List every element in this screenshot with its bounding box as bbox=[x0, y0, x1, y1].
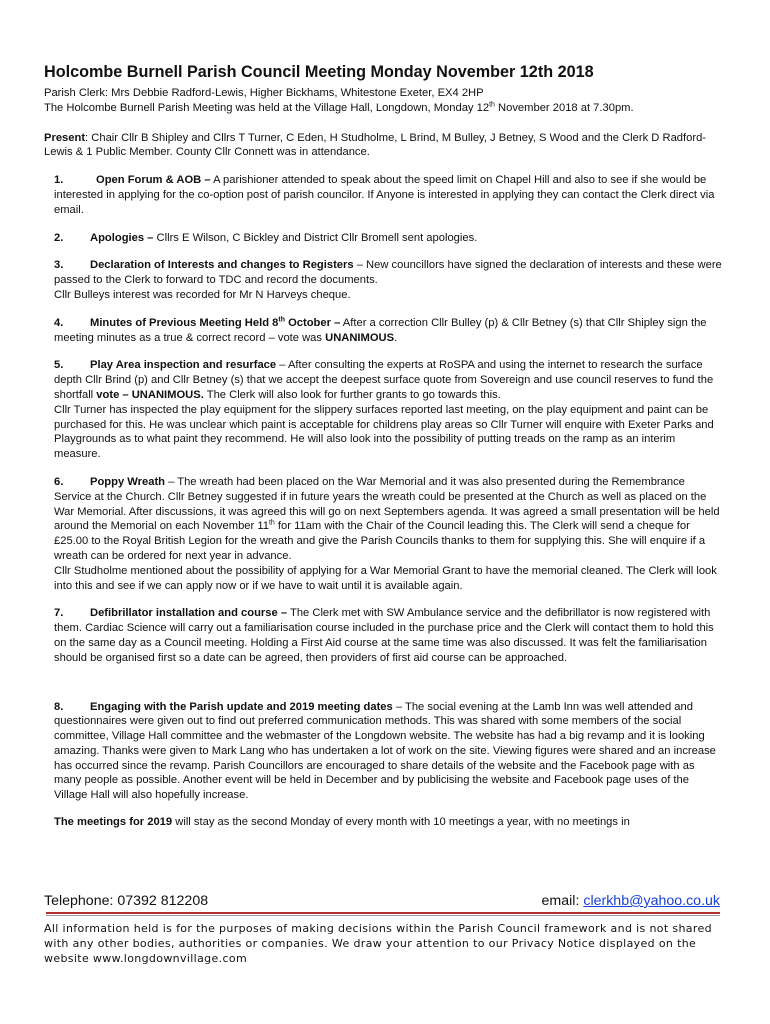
item-heading: Defibrillator installation and course – bbox=[90, 607, 288, 620]
footer-divider bbox=[46, 912, 720, 914]
agenda-item-8: 8. Engaging with the Parish update and 2019 meeting dates – The social evening at the Lamb Inn was well attended and questionnaires were given out to find out preferred communication methods. This was shared with some members of the social committee, Village Hall committee and the webmaster of the Longdown website. The website has had a big revamp and it is looking amazing. Thanks were given to Mark Lang who has undertaken a lot of work on the site. Viewing figures were shared and an increase has occurred since the revamp. Parish Councillors are encouraged to share details of the website and the Facebook page with as many people as possible. Another event will be held in December and by publicising the website and Facebook page uses of the Village Hall will also hopefully increase. bbox=[54, 700, 716, 802]
agenda-item-4: 4. Minutes of Previous Meeting Held 8th October – After a correction Cllr Bulley (p) & Cllr Betney (s) that Cllr Shipley sign the meeting minutes as a true & correct record – vote was UNANIMOUS. bbox=[54, 316, 707, 344]
contact-line bbox=[44, 893, 720, 912]
item-note: Cllr Bulleys interest was recorded for Mr N Harveys cheque. bbox=[54, 288, 351, 301]
item-heading: Minutes of Previous Meeting Held 8th October – bbox=[90, 316, 341, 329]
document-title: Holcombe Burnell Parish Council Meeting Monday November 12th 2018 bbox=[44, 63, 594, 81]
footer-divider-thin bbox=[46, 915, 720, 916]
item-number: 7. bbox=[54, 607, 64, 620]
present-paragraph: Present: Chair Cllr B Shipley and Cllrs T Turner, C Eden, H Studholme, L Brind, M Bulley, J Betney, S Wood and the Clerk D Radford-Lewis & 1 Public Member. County Cllr Connett was in attendance. bbox=[44, 131, 707, 159]
agenda-item-7: 7. Defibrillator installation and course – The Clerk met with SW Ambulance service and the defibrillator is now registered with them. Cardiac Science will carry out a familiarisation course included in the purchase price and the Clerk will contact them to hold this on the same day as a Council meeting. Holding a First Aid course at the same time was also discussed. It was felt the familiarisation should be organised first so a date can be agreed, then providers of first aid course can be approached. bbox=[54, 607, 714, 664]
item-number: 6. bbox=[54, 475, 64, 488]
agenda-item-2: 2. Apologies – Cllrs E Wilson, C Bickley and District Cllr Bromell sent apologies. bbox=[54, 231, 478, 244]
meeting-held-line: The Holcombe Burnell Parish Meeting was held at the Village Hall, Longdown, Monday 12th November 2018 at 7.30pm. bbox=[44, 101, 634, 114]
page-footer bbox=[44, 893, 720, 977]
item-number: 1. bbox=[54, 174, 64, 187]
meetings-2019-paragraph: The meetings for 2019 will stay as the second Monday of every month with 10 meetings a year, with no meetings in bbox=[54, 816, 630, 829]
minutes-body bbox=[44, 62, 722, 830]
agenda-item-6: 6. Poppy Wreath – The wreath had been placed on the War Memorial and it was also presented during the Remembrance Service at the Church. Cllr Betney suggested if in future years the wreath could be presented at the Church as well as placed on the War Memorial. After discussions, it was agreed this will go on next Septembers agenda. It was agreed a small presentation will be held around the Memorial on each November 11th for 11am with the Chair of the Council leading this. The Clerk will send a cheque for £25.00 to the Royal British Legion for the wreath and give the Parish Councils thanks to them for supplying this. She will enquire if a wreath can be ordered for next year in advance. Cllr Studholme mentioned about the possibility of applying for a War Memorial Grant to have the memorial cleaned. The Clerk will look into this and see if we can apply now or if we have to wait until it is available again. bbox=[54, 475, 722, 593]
item-note: Cllr Studholme mentioned about the possibility of applying for a War Memorial Grant to have the memorial cleaned. The Clerk will look into this and see if we can apply now or if we have to wait until it is available again. bbox=[54, 564, 717, 592]
item-number: 3. bbox=[54, 259, 64, 272]
agenda-item-1: 1. Open Forum & AOB – A parishioner attended to speak about the speed limit on Chapel Hill and also to see if she would be interested in applying for the co-option post of parish councilor. If Anyone is interested in applying they can contact the Clerk direct via email. bbox=[54, 174, 715, 216]
telephone-number: Telephone: 07392 812208 bbox=[44, 893, 209, 909]
item-heading: Engaging with the Parish update and 2019 meeting dates bbox=[90, 700, 393, 713]
privacy-disclaimer: All information held is for the purposes of making decisions within the Parish Council framework and is not shared with any other bodies, authorities or companies. We draw your attention to our Privacy Notice displayed on the website www.longdownvillage.com bbox=[44, 922, 712, 965]
item-number: 8. bbox=[54, 700, 64, 713]
email-contact: email: clerkhb@yahoo.co.uk bbox=[541, 893, 720, 909]
item-heading: Poppy Wreath bbox=[90, 475, 166, 488]
item-number: 2. bbox=[54, 231, 64, 244]
agenda-item-5: 5. Play Area inspection and resurface – After consulting the experts at RoSPA and using the internet to research the surface depth Cllr Brind (p) and Cllr Betney (s) that we accept the deepest surface quote from Sovereign and use council reserves to fund the shortfall vote – UNANIMOUS. The Clerk will also look for further grants to go towards this. Cllr Turner has inspected the play equipment for the slippery surfaces reported last meeting, on the play equipment and paint can be purchased for this. He was unclear which paint is acceptable for childrens play areas so Cllr Turner will enquire with Exeter Parks and Playgrounds as to what paint they recommend. He will also look into the possibility of putting treads on the ramp as an interim measure. bbox=[54, 358, 722, 462]
agenda-item-3: 3. Declaration of Interests and changes to Registers – New councillors have signed the declaration of interests and these were passed to the Clerk to forward to TDC and record the documents. Cllr Bulleys interest was recorded for Mr N Harveys cheque. bbox=[54, 259, 722, 301]
item-note: Cllr Turner has inspected the play equipment for the slippery surfaces reported last meeting, on the play equipment and paint can be purchased for this. He was unclear which paint is acceptable for childrens play areas so Cllr Turner will enquire with Exeter Parks and Playgrounds as to what paint they recommend. He will also look into the possibility of putting treads on the ramp as an interim measure. bbox=[54, 403, 714, 461]
clerk-address-line: Parish Clerk: Mrs Debbie Radford-Lewis, Higher Bickhams, Whitestone Exeter, EX4 2HP bbox=[44, 87, 484, 99]
present-label: Present bbox=[44, 131, 86, 144]
item-number: 5. bbox=[54, 359, 64, 372]
item-heading: Open Forum & AOB – bbox=[96, 174, 211, 187]
item-heading: Apologies – bbox=[90, 231, 154, 244]
item-heading: Play Area inspection and resurface bbox=[90, 359, 277, 372]
email-link[interactable]: clerkhb@yahoo.co.uk bbox=[583, 893, 720, 909]
item-number: 4. bbox=[54, 316, 64, 329]
item-heading: Declaration of Interests and changes to Registers bbox=[90, 259, 354, 272]
